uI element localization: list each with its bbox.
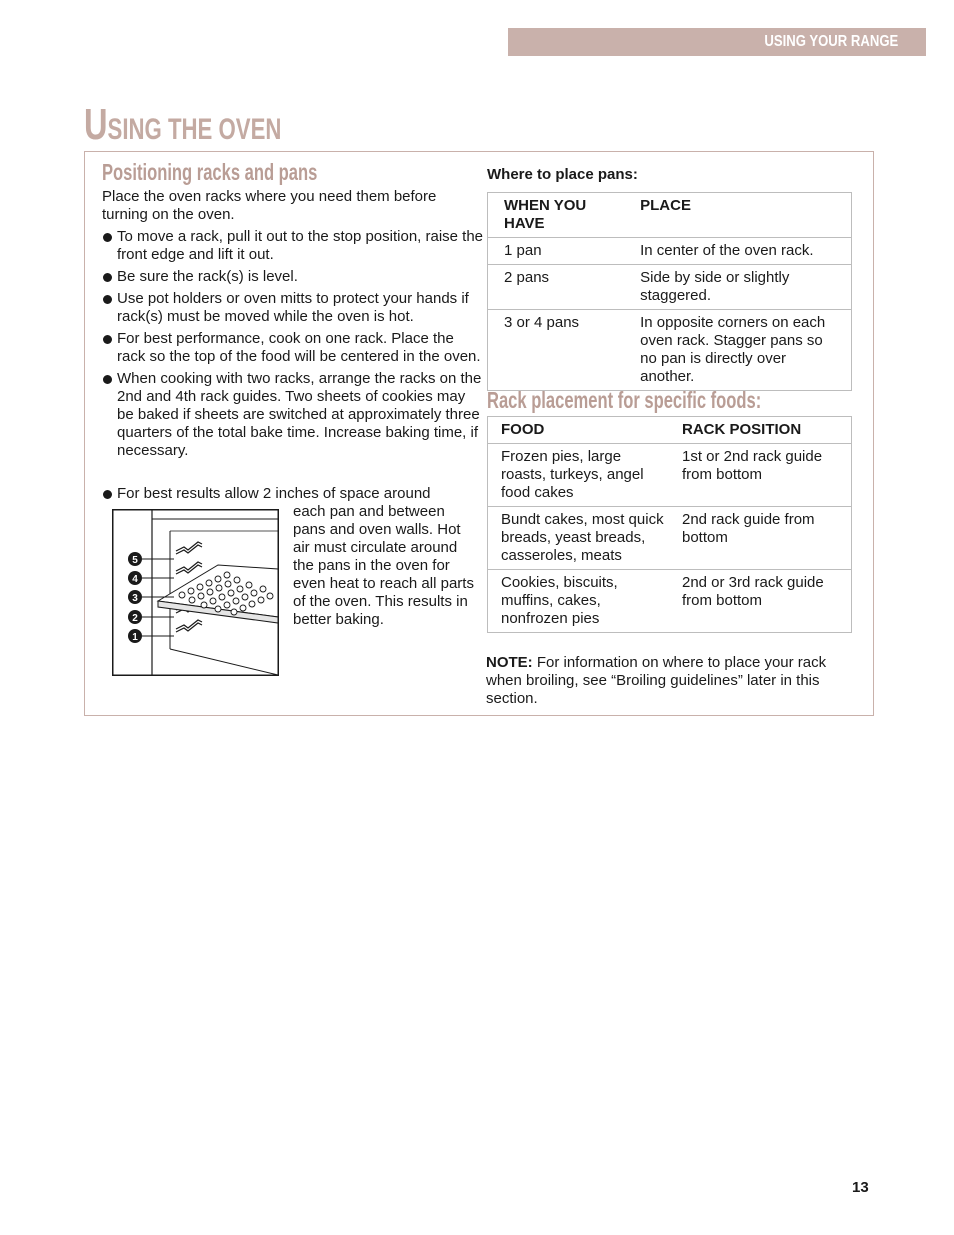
broiling-note xyxy=(486,654,858,708)
bullet-item: To move a rack, pull it out to the stop position, raise the front edge and lift it out. xyxy=(102,228,484,264)
positioning-racks-heading: Positioning racks and pans xyxy=(102,159,318,185)
table-cell: 2nd rack guide from bottom xyxy=(678,507,852,570)
bullet-item: Be sure the rack(s) is level. xyxy=(102,268,484,286)
pans-subheading: Where to place pans: xyxy=(487,166,638,183)
positioning-intro: Place the oven racks where you need them before turning on the oven. xyxy=(102,188,437,223)
positioning-bullet-list xyxy=(102,228,484,464)
table-cell: In center of the oven rack. xyxy=(636,238,851,265)
table-row xyxy=(488,310,852,391)
bullet-item-spacing: For best results allow 2 inches of space around xyxy=(102,485,487,503)
table-header-cell: FOOD xyxy=(488,417,678,444)
oven-rack-illustration xyxy=(112,509,279,676)
table-row xyxy=(488,444,852,507)
table-row xyxy=(488,570,852,633)
page-title xyxy=(84,100,351,150)
table-row xyxy=(488,507,852,570)
table-row xyxy=(488,265,852,310)
rack-label-3: 3 xyxy=(132,593,138,604)
table-header-cell: WHEN YOU HAVE xyxy=(488,193,637,238)
table-cell: Side by side or slightly staggered. xyxy=(636,265,851,310)
table-cell: 1st or 2nd rack guide from bottom xyxy=(678,444,852,507)
rack-label-4: 4 xyxy=(132,574,138,585)
rack-label-1: 1 xyxy=(132,632,138,643)
rack-label-2: 2 xyxy=(132,613,138,624)
table-cell: 1 pan xyxy=(488,238,637,265)
table-header-cell: PLACE xyxy=(636,193,851,238)
note-label: NOTE: xyxy=(486,654,533,671)
rack-label-5: 5 xyxy=(132,555,138,566)
food-rack-table xyxy=(487,416,852,633)
bullet-item: Use pot holders or oven mitts to protect your hands if rack(s) must be moved while the oven is hot. xyxy=(102,290,484,326)
table-cell: Cookies, biscuits, muffins, cakes, nonfrozen pies xyxy=(488,570,678,633)
table-header-row xyxy=(488,193,852,238)
table-header-cell: RACK POSITION xyxy=(678,417,852,444)
page-number: 13 xyxy=(852,1179,869,1196)
table-cell: Frozen pies, large roasts, turkeys, angel food cakes xyxy=(488,444,678,507)
bullet-item-spacing-continued: each pan and between pans and oven walls. Hot air must circulate around the pans in the oven for even heat to reach all parts of the oven. This results in better baking. xyxy=(293,503,474,628)
section-header-band xyxy=(508,28,926,56)
page-title-initial: U xyxy=(84,100,108,149)
table-row xyxy=(488,238,852,265)
table-cell: 3 or 4 pans xyxy=(488,310,637,391)
bullet-item: For best performance, cook on one rack. Place the rack so the top of the food will be centered in the oven. xyxy=(102,330,484,366)
page-title-rest: SING THE OVEN xyxy=(107,113,282,146)
pan-placement-table xyxy=(487,192,852,391)
note-text: For information on where to place your rack when broiling, see “Broiling guidelines” later in this section. xyxy=(486,654,827,707)
table-cell: In opposite corners on each oven rack. Stagger pans so no pan is directly over another. xyxy=(636,310,851,391)
table-header-row xyxy=(488,417,852,444)
table-cell: 2 pans xyxy=(488,265,637,310)
table-cell: Bundt cakes, most quick breads, yeast breads, casseroles, meats xyxy=(488,507,678,570)
rack-placement-foods-heading: Rack placement for specific foods: xyxy=(487,387,762,413)
table-cell: 2nd or 3rd rack guide from bottom xyxy=(678,570,852,633)
section-header-label: USING YOUR RANGE xyxy=(764,33,898,50)
bullet-item: When cooking with two racks, arrange the racks on the 2nd and 4th rack guides. Two sheets of cookies may be baked if sheets are switched at approximately three quarters of the total bake time. Increase baking time, if necessary. xyxy=(102,370,484,460)
